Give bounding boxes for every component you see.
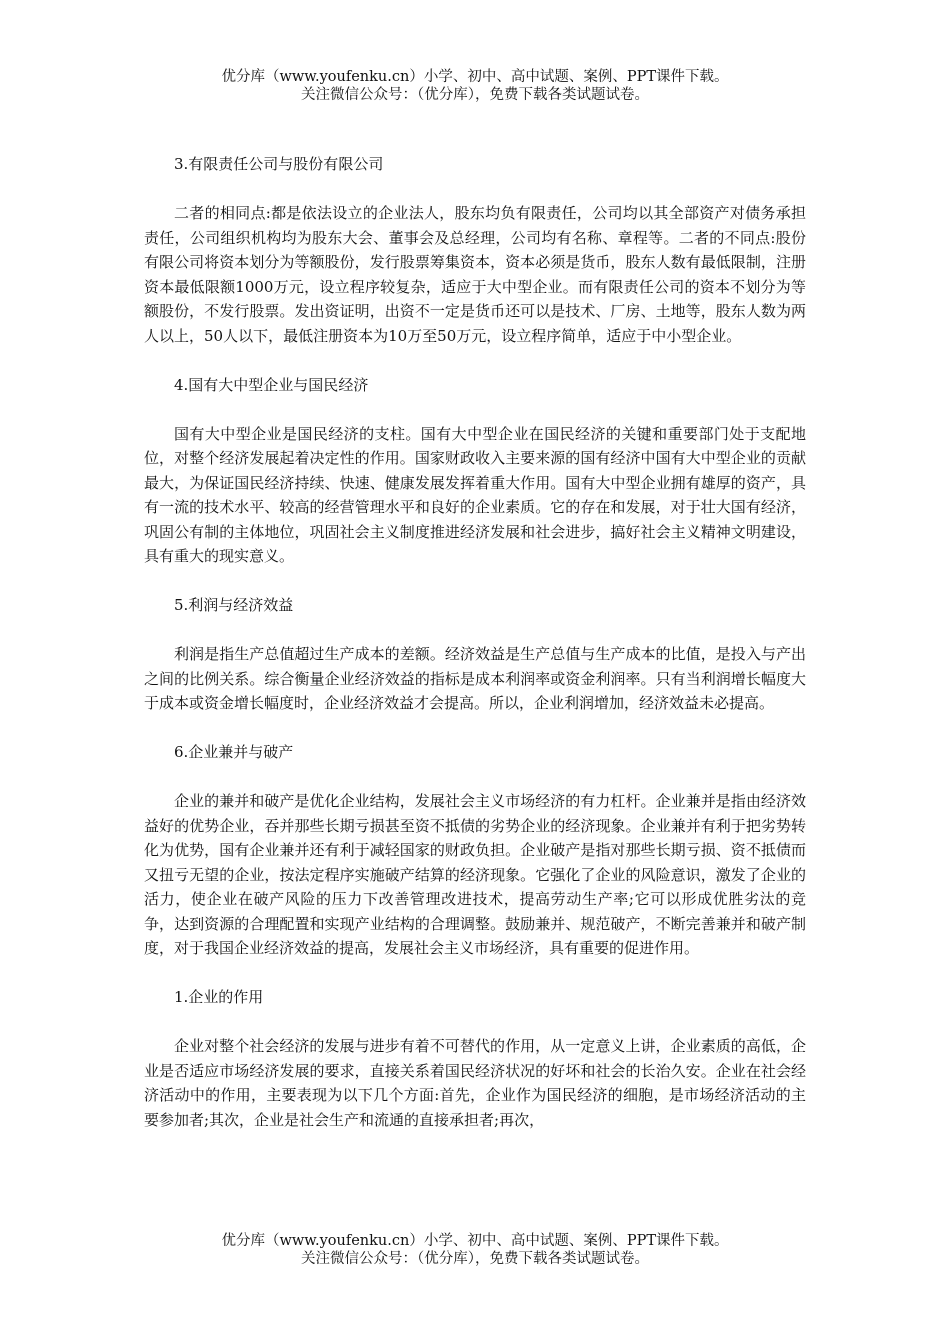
section-heading: 3.有限责任公司与股份有限公司 <box>174 155 384 173</box>
document-body <box>144 152 806 1157</box>
section-paragraph: 二者的相同点:都是依法设立的企业法人，股东均负有限责任，公司均以其全部资产对债务承担责任，公司组织机构均为股东大会、董事会及总经理，公司均有名称、章程等。二者的不同点:股份有限公司将资本划分为等额股份，发行股票筹集资本，资本必须是货币，股东人数有最低限制，注册资本最低限额1000万元，设立程序较复杂，适应于大中型企业。而有限责任公司的资本不划分为等额股份，不发行股票。发出资证明，出资不一定是货币还可以是技术、厂房、土地等，股东人数为两人以上，50人以下，最低注册资本为10万至50万元，设立程序简单，适应于中小型企业。 <box>144 204 806 345</box>
section-heading: 1.企业的作用 <box>174 988 264 1006</box>
header-line-1: 优分库（www.youfenku.cn）小学、初中、高中试题、案例、PPT课件下载。 <box>221 69 729 85</box>
page-footer <box>0 1232 950 1268</box>
footer-line-2: 关注微信公众号：（优分库），免费下载各类试题试卷。 <box>301 1251 649 1267</box>
section-heading: 5.利润与经济效益 <box>174 596 294 614</box>
header-line-2: 关注微信公众号：（优分库），免费下载各类试题试卷。 <box>301 87 649 103</box>
section-paragraph: 国有大中型企业是国民经济的支柱。国有大中型企业在国民经济的关键和重要部门处于支配地位，对整个经济发展起着决定性的作用。国家财政收入主要来源的国有经济中国有大中型企业的贡献最大，为保证国民经济持续、快速、健康发展发挥着重大作用。国有大中型企业拥有雄厚的资产，具有一流的技术水平、较高的经营管理水平和良好的企业素质。它的存在和发展，对于壮大国有经济，巩固公有制的主体地位，巩固社会主义制度推进经济发展和社会进步，搞好社会主义精神文明建设，具有重大的现实意义。 <box>144 424 806 565</box>
section-paragraph: 利润是指生产总值超过生产成本的差额。经济效益是生产总值与生产成本的比值，是投入与产出之间的比例关系。综合衡量企业经济效益的指标是成本利润率或资金利润率。只有当利润增长幅度大于成本或资金增长幅度时，企业经济效益才会提高。所以，企业利润增加，经济效益未必提高。 <box>144 645 806 712</box>
footer-line-1: 优分库（www.youfenku.cn）小学、初中、高中试题、案例、PPT课件下载。 <box>221 1233 729 1249</box>
section-heading: 4.国有大中型企业与国民经济 <box>174 375 369 394</box>
page-header <box>0 68 950 104</box>
section-paragraph: 企业对整个社会经济的发展与进步有着不可替代的作用，从一定意义上讲，企业素质的高低，企业是否适应市场经济发展的要求，直接关系着国民经济状况的好坏和社会的长治久安。企业在社会经济活动中的作用，主要表现为以下几个方面:首先，企业作为国民经济的细胞，是市场经济活动的主要参加者;其次，企业是社会生产和流通的直接承担者;再次， <box>144 1037 806 1129</box>
section-paragraph: 企业的兼并和破产是优化企业结构，发展社会主义市场经济的有力杠杆。企业兼并是指由经济效益好的优势企业，吞并那些长期亏损甚至资不抵债的劣势企业的经济现象。企业兼并有利于把劣势转化为优势，国有企业兼并还有利于减轻国家的财政负担。企业破产是指对那些长期亏损、资不抵债而又扭亏无望的企业，按法定程序实施破产结算的经济现象。它强化了企业的风险意识，激发了企业的活力，使企业在破产风险的压力下改善管理改进技术，提高劳动生产率;它可以形成优胜劣汰的竞争，达到资源的合理配置和实现产业结构的合理调整。鼓励兼并、规范破产，不断完善兼并和破产制度，对于我国企业经济效益的提高，发展社会主义市场经济，具有重要的促进作用。 <box>144 792 806 957</box>
section-heading: 6.企业兼并与破产 <box>174 743 294 761</box>
